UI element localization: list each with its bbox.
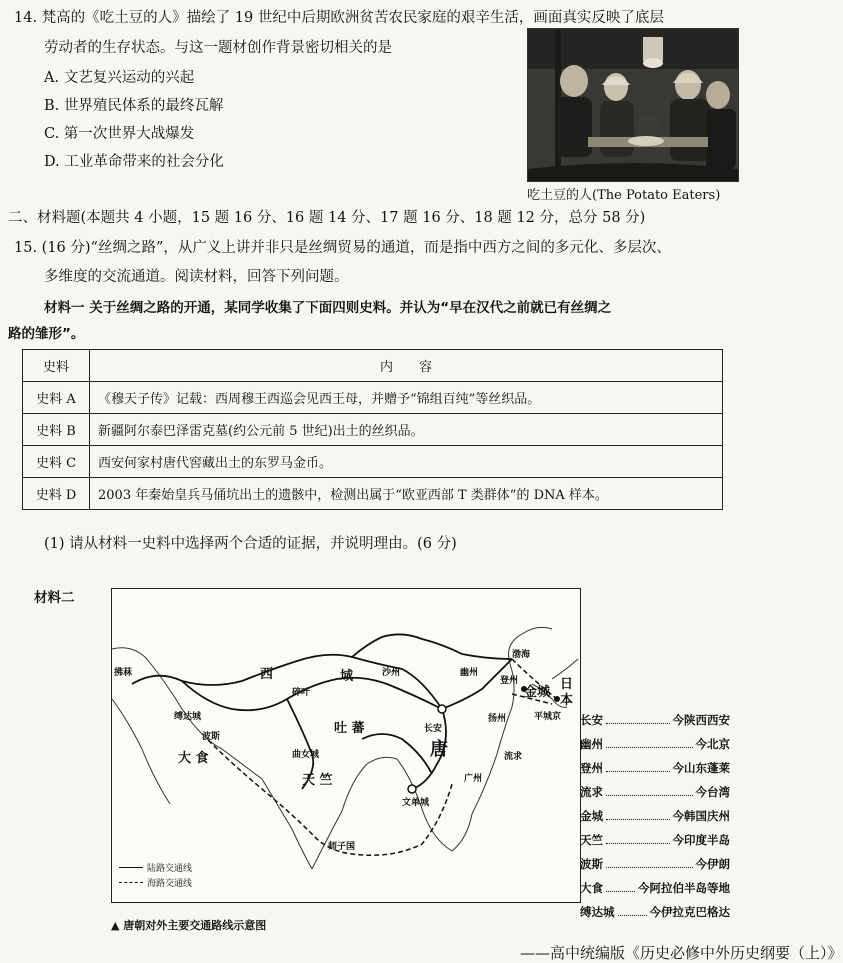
map-label-jincheng: 金城 [524,685,551,700]
q15-sub-question-1: (1) 请从材料一史料中选择两个合适的证据，并说明理由。(6 分) [44,536,457,552]
table-header-source: 史料 [23,350,90,382]
legend-land-label: 陆路交通线 [147,864,193,874]
leader-dots [606,784,693,796]
map-label-tianzhu: 天 竺 [302,773,333,788]
place-entry [580,736,730,752]
place-modern: 今山东蓬莱 [672,761,730,775]
historical-sources-table [22,349,723,510]
map-label-changan: 长安 [424,724,443,734]
map-label-dashi: 大 食 [178,751,209,766]
map-label-tang: 唐 [430,739,448,760]
map-label-shiziguo: 师子国 [328,842,356,852]
place-modern: 今印度半岛 [672,833,730,847]
q14-option-b: B. 世界殖民体系的最终瓦解 [44,98,224,114]
tang-routes-map [111,588,581,903]
map-label-ben: 本 [560,693,574,708]
place-name: 金城 [580,809,603,823]
map-label-tubo: 吐 蕃 [334,721,365,736]
leader-dots [606,736,693,748]
place-entry [580,784,730,800]
map-label-ri: 日 [560,677,574,692]
map-caption: ▲ 唐朝对外主要交通路线示意图 [111,919,267,932]
place-entry [580,712,730,728]
leader-dots [618,904,647,916]
place-modern: 今伊朗 [695,857,730,871]
source-citation: ——高中统编版《历史必修中外历史纲要（上）》 [520,944,843,962]
map-drawing [112,589,580,902]
table-cell-content: 西安何家村唐代窖藏出土的东罗马金币。 [90,446,723,478]
table-row [23,382,723,414]
painting-caption: 吃土豆的人(The Potato Eaters) [527,188,721,203]
place-name: 幽州 [580,737,603,751]
map-label-xi: 西 [260,667,274,682]
place-entry [580,832,730,848]
table-cell-label: 史料 A [23,382,90,414]
place-modern: 今阿拉伯半岛等地 [638,881,730,895]
legend-line-dashed [119,882,143,883]
place-modern: 今台湾 [695,785,730,799]
leader-dots [606,880,635,892]
place-name: 长安 [580,713,603,727]
map-label-yangzhou: 扬州 [488,714,507,724]
map-label-youzhou: 幽州 [460,668,479,678]
legend-land-route [119,860,192,875]
table-row [23,446,723,478]
q15-stem-line1: 15. (16 分)“丝绸之路”，从广义上讲并非只是丝绸贸易的通道，而是指中西方之间的多元化、多层次、 [14,240,671,256]
map-label-baghdad: 缚达城 [174,712,202,722]
material1-line1: 材料一 关于丝绸之路的开通，某同学收集了下面四则史料。并认为“早在汉代之前就已有丝绸之 [44,300,612,316]
place-name: 流求 [580,785,603,799]
place-name: 缚达城 [580,905,615,919]
map-label-guangzhou: 广州 [464,774,483,784]
q14-stem-line1: 14. 梵高的《吃土豆的人》描绘了 19 世纪中后期欧洲贫苦农民家庭的艰辛生活，画面真实反映了底层 [14,10,664,26]
map-label-suiye: 碎叶 [292,688,311,698]
map-label-bohai: 渤海 [512,650,531,660]
map-legend [119,860,192,890]
leader-dots [606,856,693,868]
place-modern: 今北京 [695,737,730,751]
legend-sea-label: 海路交通线 [147,879,193,889]
place-modern: 今伊拉克巴格达 [649,905,730,919]
table-row [23,478,723,510]
table-row [23,414,723,446]
map-label-wendan: 文单城 [402,798,430,808]
leader-dots [606,832,670,844]
place-name: 波斯 [580,857,603,871]
table-header-content: 内 容 [90,350,723,382]
q14-option-a: A. 文艺复兴运动的兴起 [44,70,195,86]
table-cell-content: 《穆天子传》记载：西周穆王西巡会见西王母，并赠予“锦组百纯”等丝织品。 [90,382,723,414]
legend-line-solid [119,867,143,868]
place-modern: 今韩国庆州 [672,809,730,823]
table-cell-label: 史料 D [23,478,90,510]
place-entry [580,760,730,776]
q15-stem-line2: 多维度的交流通道。阅读材料，回答下列问题。 [44,269,349,285]
potato-eaters-painting [527,28,739,182]
map-label-pingcheng: 平城京 [534,712,562,722]
map-label-persia: 波斯 [202,732,221,742]
material2-label: 材料二 [34,590,75,606]
map-label-shazhou: 沙州 [382,668,401,678]
place-name: 大食 [580,881,603,895]
place-name: 天竺 [580,833,603,847]
q14-stem-line2: 劳动者的生存状态。与这一题材创作背景密切相关的是 [44,40,392,56]
leader-dots [606,808,670,820]
leader-dots [606,712,670,724]
table-cell-content: 2003 年秦始皇兵马俑坑出土的遗骸中，检测出属于“欧亚西部 T 类群体”的 DNA 样本。 [90,478,723,510]
map-label-qunu: 曲女城 [292,750,320,760]
painting-artwork [528,29,738,181]
map-label-dengzhou: 登州 [500,676,519,686]
material1-line2: 路的雏形”。 [8,326,85,342]
table-cell-content: 新疆阿尔泰巴泽雷克墓(约公元前 5 世纪)出土的丝织品。 [90,414,723,446]
leader-dots [606,760,670,772]
section2-heading: 二、材料题(本题共 4 小题，15 题 16 分、16 题 14 分、17 题 16 分、18 题 12 分，总分 58 分) [8,210,646,226]
place-entry [580,856,730,872]
table-header-row [23,350,723,382]
place-modern: 今陕西西安 [672,713,730,727]
q14-option-c: C. 第一次世界大战爆发 [44,126,195,142]
place-name: 登州 [580,761,603,775]
table-cell-label: 史料 B [23,414,90,446]
map-label-yu: 域 [340,669,354,684]
q14-option-d: D. 工业革命带来的社会分化 [44,154,224,170]
place-entry [580,904,730,920]
map-label-byzantium: 拂菻 [114,668,133,678]
table-cell-label: 史料 C [23,446,90,478]
legend-sea-route [119,875,192,890]
place-entry [580,808,730,824]
place-entry [580,880,730,896]
map-label-liuqiu: 流求 [504,752,523,762]
